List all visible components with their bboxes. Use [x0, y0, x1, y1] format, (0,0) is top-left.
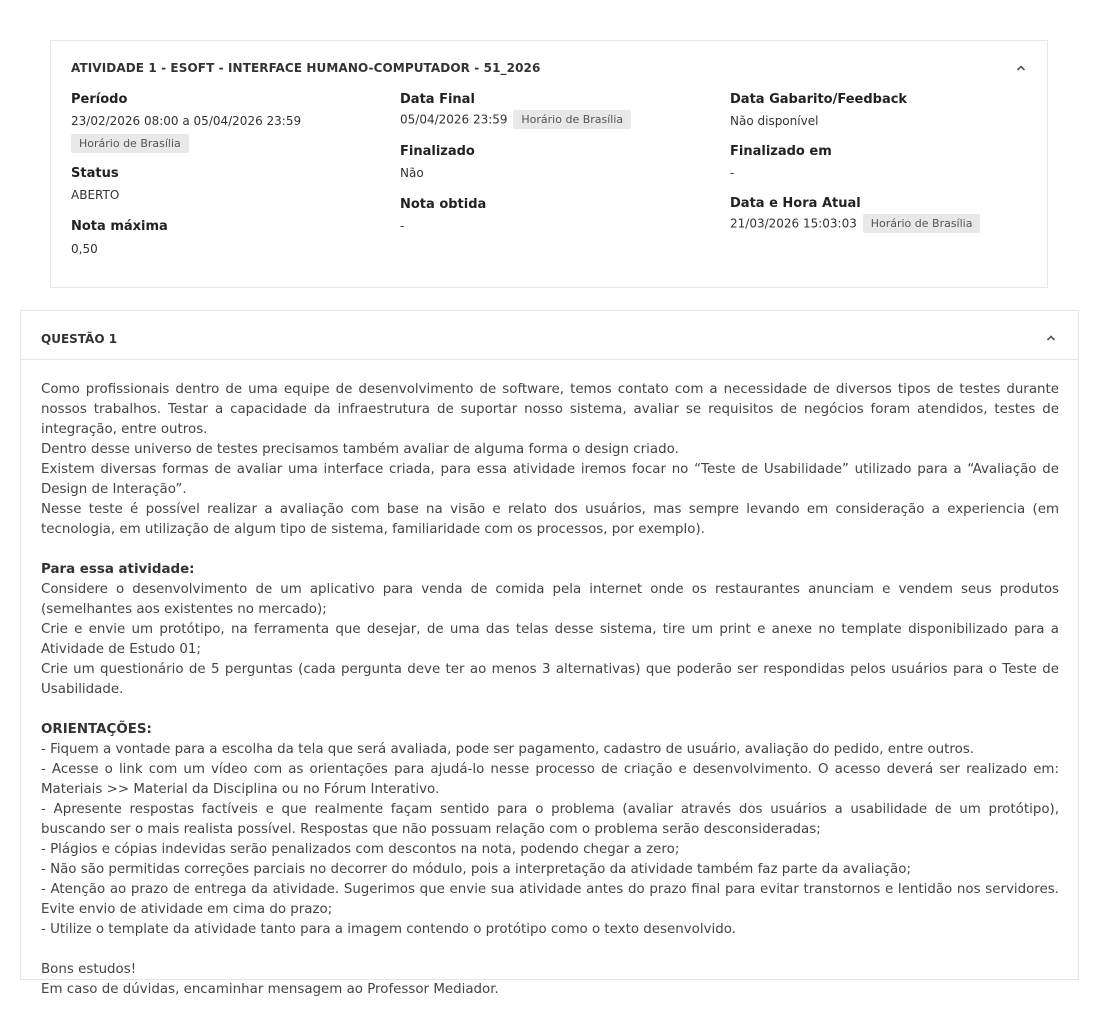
question-paragraph: Nesse teste é possível realizar a avaliação com base na visão e relato dos usuários, mas sempre levando em consideração a experiencia (em tecnologia, em utilização de algum tipo de sistema, familiaridade com os processos, por exemplo). — [41, 502, 1059, 537]
question-header[interactable] — [21, 311, 1078, 360]
atividade-item: Crie e envie um protótipo, na ferramenta que desejar, de uma das telas desse sistema, tire um print e anexe no template disponibilizado para a Atividade de Estudo 01; — [41, 622, 1059, 657]
periodo-label: Período — [71, 92, 128, 107]
orientacao-item: - Apresente respostas factíveis e que realmente façam sentido para o problema (avaliar através dos usuários a usabilidade de um protótipo), buscando ser o mais realista possível. Respostas que não possuam relação com o problema serão desconsideradas; — [41, 802, 1059, 837]
status-label: Status — [71, 166, 119, 181]
finalizado-em-value: - — [730, 166, 735, 180]
nota-maxima-value: 0,50 — [71, 242, 98, 256]
finalizado-em-label: Finalizado em — [730, 144, 832, 159]
timezone-tag: Horário de Brasília — [513, 110, 631, 129]
collapse-activity-button[interactable] — [1012, 59, 1030, 77]
finalizado-label: Finalizado — [400, 144, 475, 159]
data-hora-label: Data e Hora Atual — [730, 196, 861, 211]
activity-title: ATIVIDADE 1 - ESOFT - INTERFACE HUMANO-COMPUTADOR - 51_2026 — [71, 61, 541, 75]
orientacao-item: - Atenção ao prazo de entrega da atividade. Sugerimos que envie sua atividade antes do prazo final para evitar transtornos e lentidão nos servidores. Evite envio de atividade em cima do prazo; — [41, 882, 1059, 917]
atividade-item: Crie um questionário de 5 perguntas (cada pergunta deve ter ao menos 3 alternativas) que poderão ser respondidas pelos usuários para o Teste de Usabilidade. — [41, 662, 1059, 697]
data-final-row — [400, 110, 631, 129]
orientacao-item: - Acesse o link com um vídeo com as orientações para ajudá-lo nesse processo de criação e desenvolvimento. O acesso deverá ser realizado em: Materiais >> Material da Disciplina ou no Fórum Interativo. — [41, 762, 1059, 797]
closing-text: Bons estudos! — [41, 962, 137, 977]
question-paragraph: Como profissionais dentro de uma equipe de desenvolvimento de software, temos contato com a necessidade de diversos tipos de testes durante nossos trabalhos. Testar a capacidade da infraestrutura de suportar nosso sistema, avaliar se requisitos de negócios foram atendidos, testes de integração, entre outros. — [41, 382, 1059, 437]
data-final-label: Data Final — [400, 92, 475, 107]
orientacoes-heading: ORIENTAÇÕES: — [41, 722, 152, 737]
timezone-tag: Horário de Brasília — [71, 134, 189, 153]
nota-obtida-label: Nota obtida — [400, 197, 487, 212]
nota-maxima-label: Nota máxima — [71, 219, 168, 234]
gabarito-label: Data Gabarito/Feedback — [730, 92, 908, 107]
orientacao-item: - Não são permitidas correções parciais no decorrer do módulo, pois a interpretação da atividade também faz parte da avaliação; — [41, 862, 911, 877]
question-title: QUESTÃO 1 — [41, 332, 118, 346]
activity-card — [50, 40, 1048, 288]
gabarito-value: Não disponível — [730, 114, 819, 128]
timezone-tag: Horário de Brasília — [863, 214, 981, 233]
data-final-value: 05/04/2026 23:59 — [400, 112, 508, 127]
finalizado-value: Não — [400, 166, 424, 180]
chevron-up-icon — [1046, 333, 1056, 343]
periodo-value: 23/02/2026 08:00 a 05/04/2026 23:59 — [71, 114, 302, 128]
question-card — [20, 310, 1079, 997]
closing-text: Em caso de dúvidas, encaminhar mensagem ao Professor Mediador. — [41, 982, 499, 997]
orientacao-item: - Fiquem a vontade para a escolha da tela que será avaliada, pode ser pagamento, cadastro de usuário, avaliação do pedido, entre outros. — [41, 742, 975, 757]
atividade-heading: Para essa atividade: — [41, 562, 195, 577]
data-hora-row — [730, 214, 980, 233]
orientacao-item: - Utilize o template da atividade tanto para a imagem contendo o protótipo como o texto desenvolvido. — [41, 922, 736, 937]
data-hora-value: 21/03/2026 15:03:03 — [730, 216, 857, 231]
collapse-question-button[interactable] — [1042, 329, 1060, 347]
status-value: ABERTO — [71, 188, 120, 202]
question-paragraph: Existem diversas formas de avaliar uma interface criada, para essa atividade iremos focar no “Teste de Usabilidade” utilizado para a “Avaliação de Design de Interação”. — [41, 462, 1059, 497]
orientacao-item: - Plágios e cópias indevidas serão penalizados com descontos na nota, podendo chegar a zero; — [41, 842, 680, 857]
chevron-up-icon — [1016, 63, 1026, 73]
nota-obtida-value: - — [400, 219, 405, 233]
question-paragraph: Dentro desse universo de testes precisamos também avaliar de alguma forma o design criado. — [41, 442, 679, 457]
question-body — [41, 380, 1059, 1000]
atividade-item: Considere o desenvolvimento de um aplicativo para venda de comida pela internet onde os restaurantes anunciam e vendem seus produtos (semelhantes aos existentes no mercado); — [41, 582, 1059, 617]
